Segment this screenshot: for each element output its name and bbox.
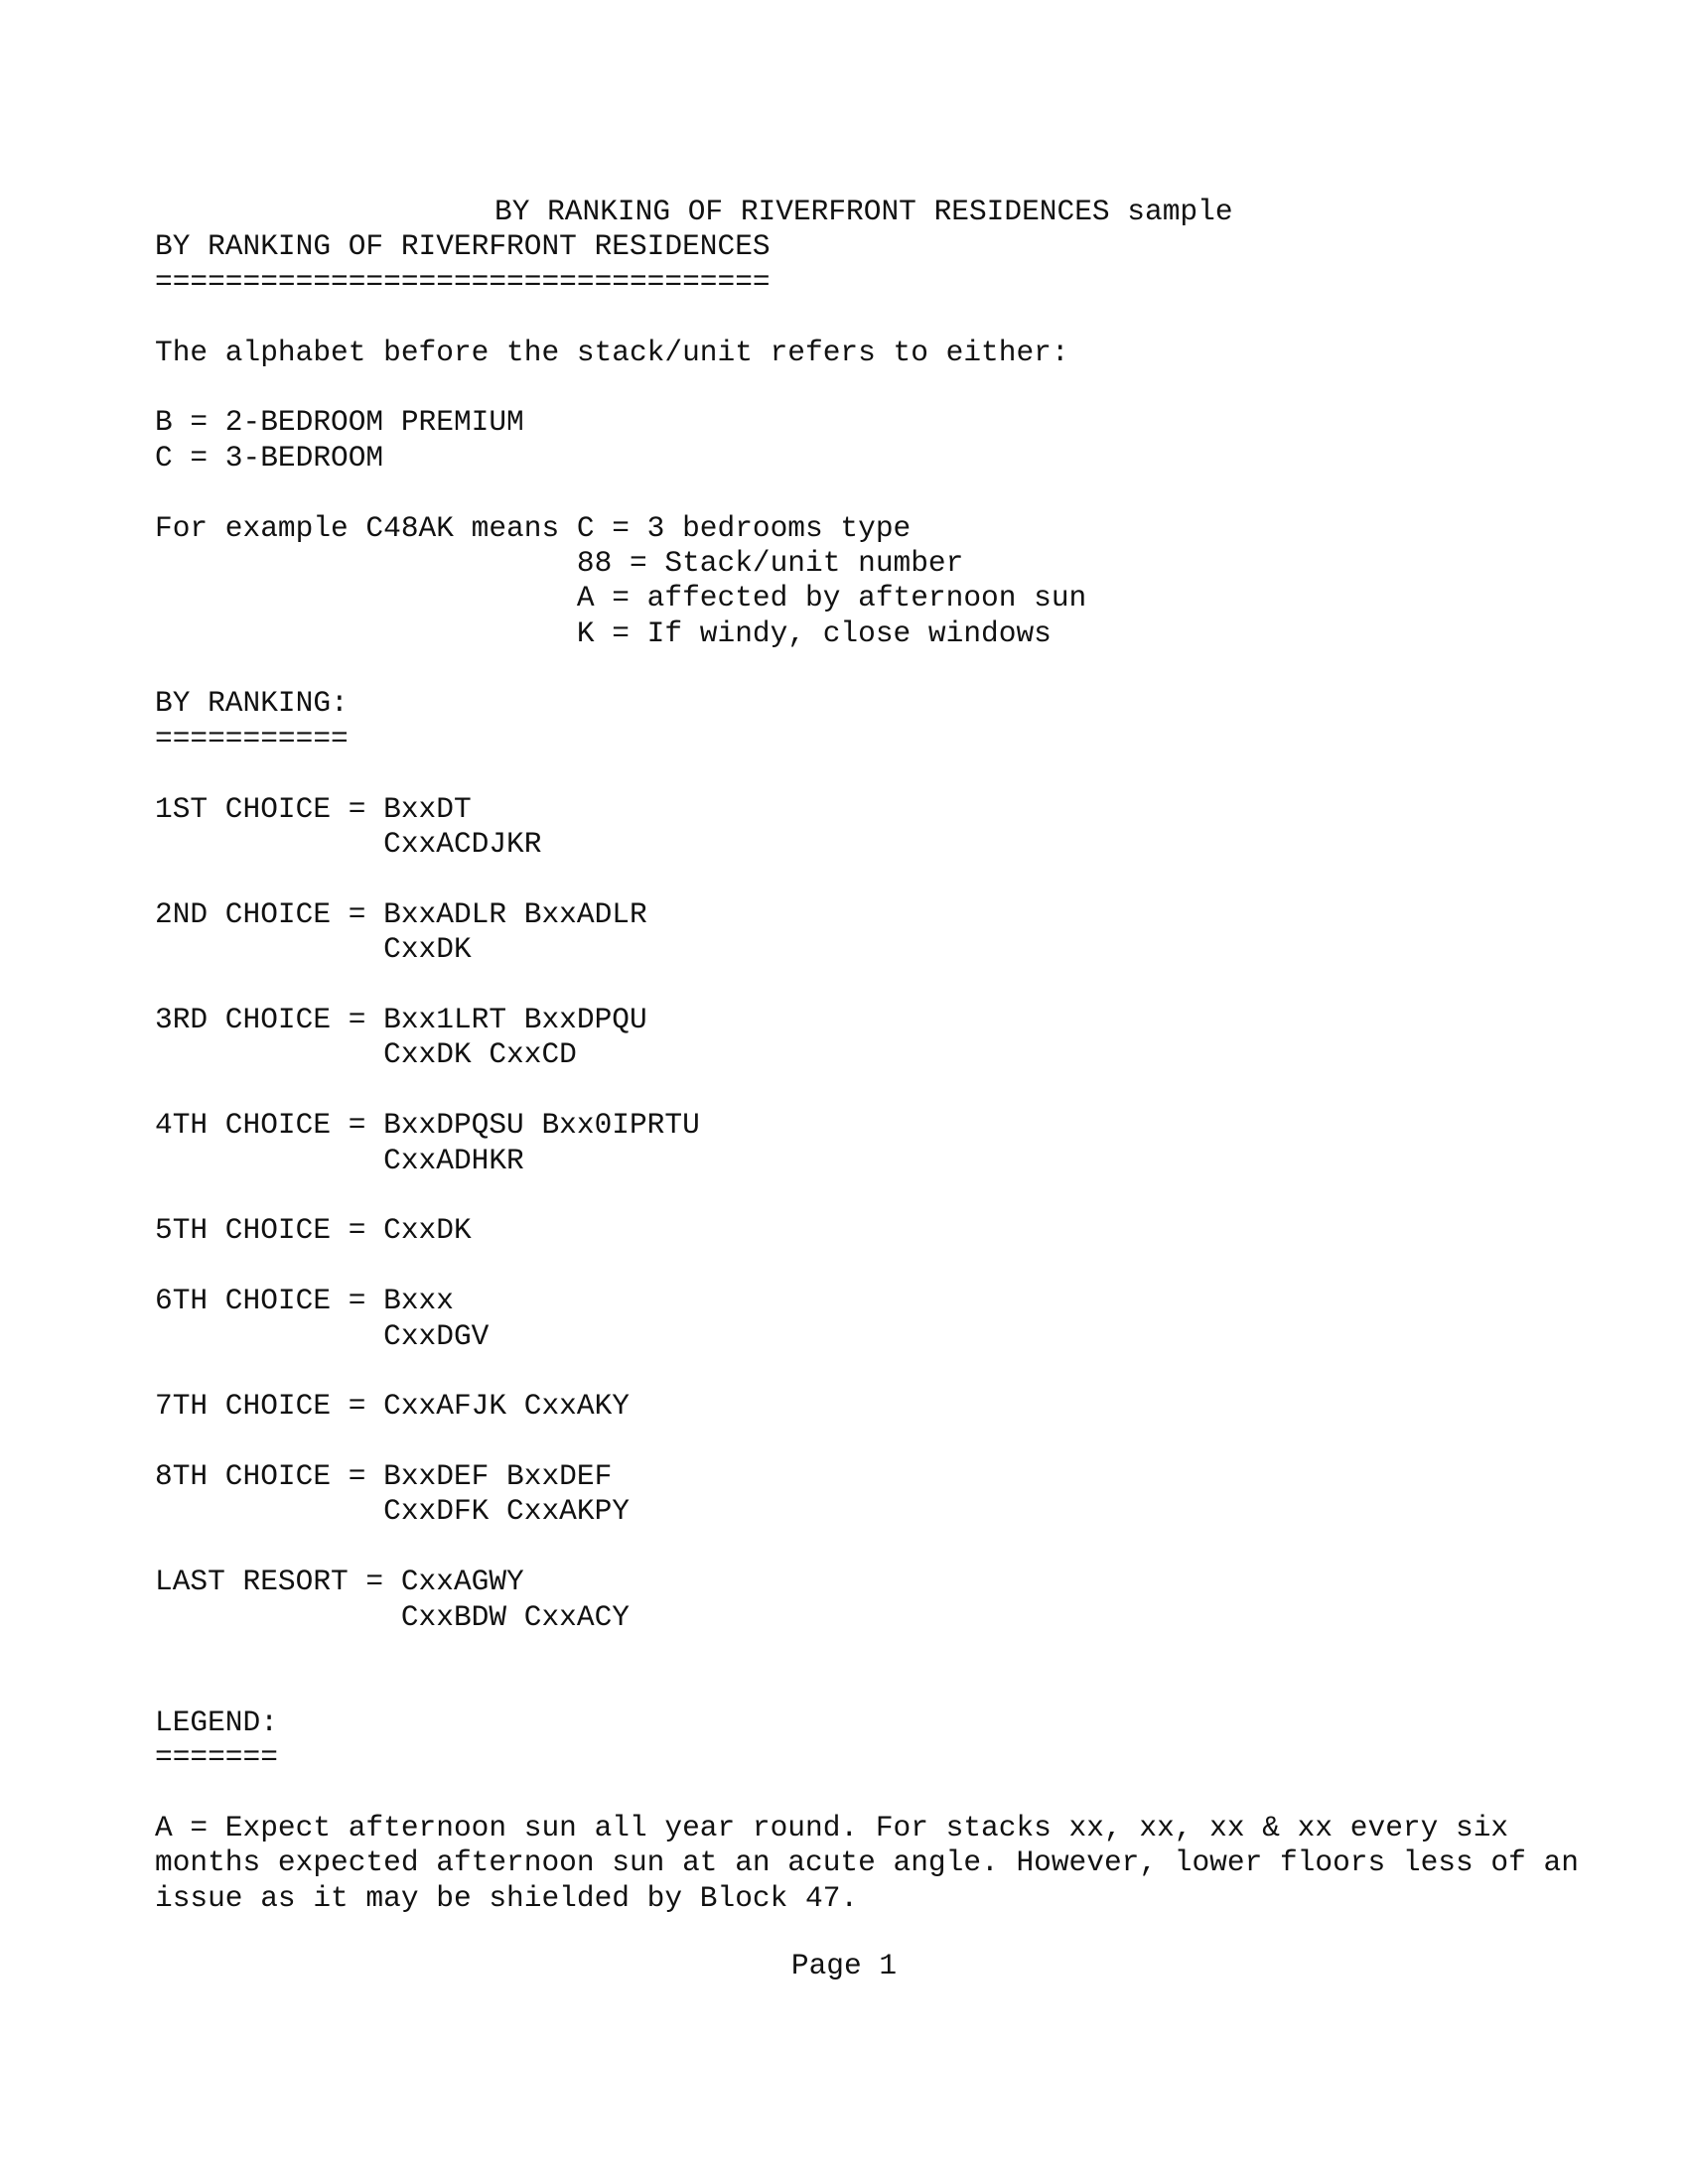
example-line: 88 = Stack/unit number xyxy=(155,545,964,580)
choice-1-line: 1ST CHOICE = BxxDT xyxy=(155,791,472,826)
example-line: For example C48AK means C = 3 bedrooms type xyxy=(155,510,912,545)
legend-heading: LEGEND: xyxy=(155,1705,278,1739)
spacer xyxy=(155,1776,1545,1811)
page-number: Page 1 xyxy=(790,1949,898,1982)
legend-text-line: issue as it may be shielded by Block 47. xyxy=(155,1880,859,1915)
document-body xyxy=(155,195,1579,1916)
spacer xyxy=(155,370,1545,405)
title-underline: =================================== xyxy=(155,264,771,299)
choice-7-line: 7TH CHOICE = CxxAFJK CxxAKY xyxy=(155,1389,630,1424)
spacer xyxy=(155,756,1545,791)
spacer xyxy=(155,476,1545,510)
spacer xyxy=(155,1354,1545,1389)
choice-5-line: 5TH CHOICE = CxxDK xyxy=(155,1213,472,1248)
legend-underline: ======= xyxy=(155,1740,278,1775)
legend-text-line: A = Expect afternoon sun all year round. For stacks xx, xx, xx & xx every six xyxy=(155,1810,1509,1844)
last-resort-line: LAST RESORT = CxxAGWY xyxy=(155,1565,524,1599)
spacer xyxy=(155,1178,1545,1213)
document-title: BY RANKING OF RIVERFRONT RESIDENCES xyxy=(155,229,771,264)
spacer xyxy=(155,1249,1545,1284)
spacer xyxy=(155,1073,1545,1108)
spacer xyxy=(155,862,1545,896)
choice-3-line: CxxDK CxxCD xyxy=(155,1037,577,1072)
type-line-c: C = 3-BEDROOM xyxy=(155,440,384,475)
choice-4-line: 4TH CHOICE = BxxDPQSU Bxx0IPRTU xyxy=(155,1108,700,1143)
ranking-underline: =========== xyxy=(155,721,349,755)
choice-4-line: CxxADHKR xyxy=(155,1143,524,1177)
spacer xyxy=(155,1635,1545,1670)
example-line: A = affected by afternoon sun xyxy=(155,581,1087,615)
choice-2-line: CxxDK xyxy=(155,932,472,967)
choice-8-line: CxxDFK CxxAKPY xyxy=(155,1494,630,1529)
choice-6-line: CxxDGV xyxy=(155,1318,490,1353)
spacer xyxy=(155,968,1545,1003)
type-line-b: B = 2-BEDROOM PREMIUM xyxy=(155,405,524,440)
running-header: BY RANKING OF RIVERFRONT RESIDENCES sample xyxy=(494,195,1233,228)
choice-6-line: 6TH CHOICE = Bxxx xyxy=(155,1284,454,1318)
choice-2-line: 2ND CHOICE = BxxADLR BxxADLR xyxy=(155,896,647,931)
ranking-heading: BY RANKING: xyxy=(155,686,349,721)
spacer xyxy=(155,1530,1545,1565)
spacer xyxy=(155,1425,1545,1459)
choice-3-line: 3RD CHOICE = Bxx1LRT BxxDPQU xyxy=(155,1002,647,1036)
spacer xyxy=(155,300,1545,335)
choice-1-line: CxxACDJKR xyxy=(155,827,542,862)
spacer xyxy=(155,651,1545,686)
choice-8-line: 8TH CHOICE = BxxDEF BxxDEF xyxy=(155,1459,613,1494)
last-resort-line: CxxBDW CxxACY xyxy=(155,1599,630,1634)
example-line: K = If windy, close windows xyxy=(155,615,1052,650)
intro-text: The alphabet before the stack/unit refers to either: xyxy=(155,335,1069,369)
legend-text-line: months expected afternoon sun at an acute angle. However, lower floors less of an xyxy=(155,1845,1579,1880)
spacer xyxy=(155,1670,1545,1705)
